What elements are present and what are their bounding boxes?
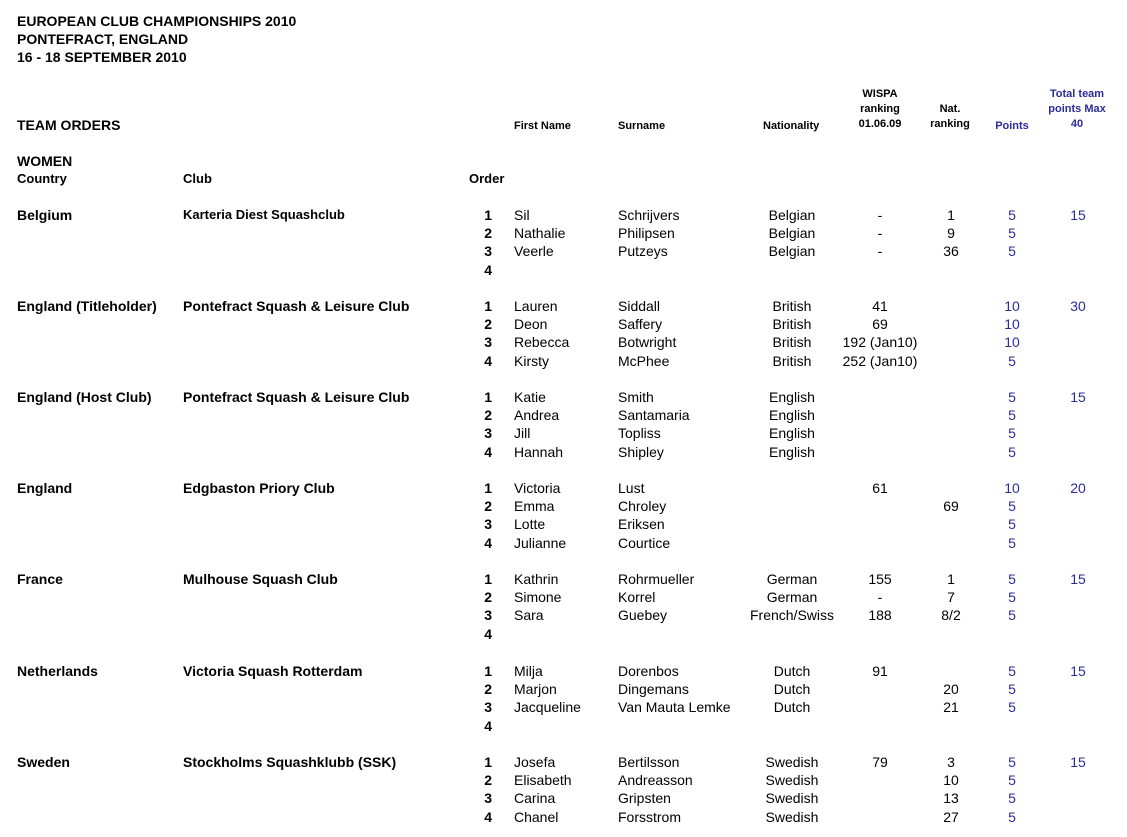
team-country: Belgium <box>17 207 73 223</box>
player-surname: Rohrmueller <box>618 571 695 587</box>
player-order: 3 <box>484 243 492 260</box>
player-first-name: Chanel <box>514 808 559 825</box>
player-order: 2 <box>484 589 492 606</box>
team-club: Mulhouse Squash Club <box>183 571 338 587</box>
player-nationality: English <box>769 389 815 405</box>
player-order: 2 <box>484 681 492 698</box>
player-nationality: Swedish <box>765 808 819 825</box>
player-first-name: Milja <box>514 663 543 679</box>
player-points: 5 <box>1008 498 1016 515</box>
player-nationality: English <box>769 425 815 442</box>
player-first-name: Simone <box>514 589 562 606</box>
player-points: 5 <box>1008 589 1016 606</box>
team-club: Pontefract Squash & Leisure Club <box>183 389 410 405</box>
player-first-name: Hannah <box>514 443 564 460</box>
doc-title-line-2: PONTEFRACT, ENGLAND <box>17 31 189 47</box>
player-points: 5 <box>1008 790 1016 807</box>
team-country: Netherlands <box>17 663 98 679</box>
player-nationality: Swedish <box>765 754 819 770</box>
team-total-points: 15 <box>1070 754 1086 770</box>
category-label: WOMEN <box>17 153 73 169</box>
team-total-points: 15 <box>1070 571 1086 587</box>
player-first-name: Kathrin <box>514 571 559 587</box>
player-order: 2 <box>484 498 492 515</box>
player-first-name: Veerle <box>514 243 554 260</box>
player-order: 4 <box>484 352 492 369</box>
player-order: 3 <box>484 790 492 807</box>
player-first-name: Jacqueline <box>514 699 581 716</box>
player-surname: Philipsen <box>618 225 675 242</box>
col-header-wispa-line-3: 01.06.09 <box>858 118 902 130</box>
player-first-name: Rebecca <box>514 334 570 351</box>
player-surname: Shipley <box>618 443 664 460</box>
player-order: 1 <box>484 571 492 587</box>
doc-title-line-1: EUROPEAN CLUB CHAMPIONSHIPS 2010 <box>17 13 297 29</box>
player-nationality: Swedish <box>765 772 819 789</box>
team-country: France <box>17 571 63 587</box>
player-surname: Dingemans <box>618 681 689 698</box>
player-nat-ranking: 69 <box>943 498 959 515</box>
player-surname: Siddall <box>618 298 661 314</box>
player-points: 5 <box>1008 534 1016 551</box>
team-country: England <box>17 480 73 496</box>
player-nat-ranking: 20 <box>943 681 959 698</box>
player-order: 2 <box>484 225 492 242</box>
player-surname: Guebey <box>618 607 668 624</box>
player-nationality: Dutch <box>773 663 811 679</box>
player-nat-ranking: 3 <box>947 754 955 770</box>
player-first-name: Victoria <box>514 480 561 496</box>
player-surname: Andreasson <box>618 772 693 789</box>
player-order: 3 <box>484 699 492 716</box>
player-surname: Topliss <box>618 425 661 442</box>
player-points: 5 <box>1008 225 1016 242</box>
team-club: Victoria Squash Rotterdam <box>183 663 363 679</box>
player-order: 1 <box>484 754 492 770</box>
col-header-surname: Surname <box>618 120 666 132</box>
player-surname: Courtice <box>618 534 671 551</box>
player-first-name: Lotte <box>514 516 546 533</box>
col-header-nat-line-1: Nat. <box>939 103 961 115</box>
player-points: 10 <box>1004 316 1020 333</box>
player-nat-ranking: 1 <box>947 571 955 587</box>
player-nationality: Dutch <box>773 699 811 716</box>
player-order: 3 <box>484 516 492 533</box>
col-header-points: Points <box>995 120 1029 132</box>
player-wispa-ranking: 61 <box>872 480 888 496</box>
player-points: 10 <box>1004 480 1020 496</box>
player-surname: Van Mauta Lemke <box>618 699 731 716</box>
player-points: 5 <box>1008 243 1016 260</box>
player-first-name: Julianne <box>514 534 567 551</box>
player-nationality: German <box>766 571 818 587</box>
player-nationality: French/Swiss <box>749 607 835 624</box>
player-order: 3 <box>484 334 492 351</box>
player-order: 2 <box>484 316 492 333</box>
subheader-club: Club <box>183 171 212 186</box>
player-points: 5 <box>1008 571 1016 587</box>
player-order: 4 <box>484 534 492 551</box>
player-wispa-ranking: - <box>877 225 883 242</box>
player-wispa-ranking: 252 (Jan10) <box>842 352 918 369</box>
player-order: 4 <box>484 717 492 734</box>
col-header-wispa-line-1: WISPA <box>862 88 898 100</box>
player-surname: Lust <box>618 480 645 496</box>
player-surname: McPhee <box>618 352 670 369</box>
col-header-total-line-2: points Max <box>1048 103 1106 115</box>
player-nationality: British <box>772 352 812 369</box>
player-order: 2 <box>484 772 492 789</box>
player-nationality: Swedish <box>765 790 819 807</box>
player-order: 1 <box>484 207 492 223</box>
player-first-name: Deon <box>514 316 548 333</box>
col-header-nat-ranking <box>925 102 975 132</box>
player-nat-ranking: 27 <box>943 808 959 825</box>
team-club: Stockholms Squashklubb (SSK) <box>183 754 397 770</box>
player-first-name: Elisabeth <box>514 772 572 789</box>
player-nationality: English <box>769 407 815 424</box>
player-nat-ranking: 36 <box>943 243 959 260</box>
player-points: 5 <box>1008 389 1016 405</box>
player-first-name: Lauren <box>514 298 558 314</box>
player-points: 10 <box>1004 334 1020 351</box>
team-total-points: 15 <box>1070 389 1086 405</box>
player-nat-ranking: 21 <box>943 699 959 716</box>
player-wispa-ranking: 69 <box>872 316 888 333</box>
player-points: 5 <box>1008 516 1016 533</box>
col-header-total <box>1037 87 1117 132</box>
player-nat-ranking: 10 <box>943 772 959 789</box>
player-surname: Botwright <box>618 334 677 351</box>
player-surname: Dorenbos <box>618 663 679 679</box>
player-wispa-ranking: 79 <box>872 754 888 770</box>
team-total-points: 15 <box>1070 207 1086 223</box>
player-order: 2 <box>484 407 492 424</box>
player-nationality: Belgian <box>768 243 816 260</box>
player-surname: Santamaria <box>618 407 690 424</box>
team-country: Sweden <box>17 754 70 770</box>
player-first-name: Sara <box>514 607 544 624</box>
player-order: 1 <box>484 663 492 679</box>
col-header-nationality: Nationality <box>763 120 820 132</box>
player-points: 10 <box>1004 298 1020 314</box>
player-first-name: Jill <box>514 425 531 442</box>
player-nationality: Belgian <box>768 207 816 223</box>
subheader-order: Order <box>469 171 505 186</box>
player-points: 5 <box>1008 407 1016 424</box>
player-order: 4 <box>484 625 492 642</box>
player-first-name: Sil <box>514 207 530 223</box>
player-surname: Korrel <box>618 589 656 606</box>
player-nat-ranking: 1 <box>947 207 955 223</box>
team-country: England (Host Club) <box>17 389 152 405</box>
col-header-total-line-1: Total team <box>1049 88 1105 100</box>
player-nat-ranking: 9 <box>947 225 955 242</box>
player-surname: Chroley <box>618 498 667 515</box>
player-wispa-ranking: 155 <box>868 571 892 587</box>
team-total-points: 30 <box>1070 298 1086 314</box>
section-title: TEAM ORDERS <box>17 117 121 133</box>
player-order: 1 <box>484 389 492 405</box>
player-first-name: Emma <box>514 498 555 515</box>
player-nationality: English <box>769 443 815 460</box>
player-nationality: British <box>772 334 812 351</box>
col-header-first-name: First Name <box>514 120 571 132</box>
player-nationality: Dutch <box>773 681 811 698</box>
player-points: 5 <box>1008 352 1016 369</box>
team-club: Karteria Diest Squashclub <box>183 207 345 222</box>
player-points: 5 <box>1008 754 1016 770</box>
team-club: Edgbaston Priory Club <box>183 480 335 496</box>
player-order: 3 <box>484 607 492 624</box>
player-wispa-ranking: 91 <box>872 663 888 679</box>
player-wispa-ranking: 188 <box>868 607 892 624</box>
player-points: 5 <box>1008 772 1016 789</box>
player-points: 5 <box>1008 699 1016 716</box>
player-points: 5 <box>1008 663 1016 679</box>
player-nat-ranking: 8/2 <box>941 607 961 624</box>
player-wispa-ranking: 192 (Jan10) <box>842 334 918 351</box>
player-surname: Schrijvers <box>618 207 680 223</box>
player-first-name: Andrea <box>514 407 560 424</box>
player-order: 4 <box>484 443 492 460</box>
player-order: 4 <box>484 261 492 278</box>
player-surname: Forsstrom <box>618 808 681 825</box>
col-header-wispa-line-2: ranking <box>860 103 900 115</box>
player-points: 5 <box>1008 808 1016 825</box>
player-order: 1 <box>484 298 492 314</box>
player-order: 4 <box>484 808 492 825</box>
player-surname: Putzeys <box>618 243 668 260</box>
team-total-points: 15 <box>1070 663 1086 679</box>
player-points: 5 <box>1008 681 1016 698</box>
team-country: England (Titleholder) <box>17 298 157 314</box>
player-surname: Gripsten <box>618 790 671 807</box>
player-nat-ranking: 7 <box>947 589 955 606</box>
doc-title-line-3: 16 - 18 SEPTEMBER 2010 <box>17 49 187 65</box>
player-nationality: British <box>772 298 812 314</box>
player-wispa-ranking: - <box>877 207 883 223</box>
col-header-total-line-3: 40 <box>1070 118 1084 130</box>
player-nationality: Belgian <box>768 225 816 242</box>
col-header-wispa <box>845 87 915 132</box>
player-first-name: Kirsty <box>514 352 549 369</box>
player-first-name: Josefa <box>514 754 556 770</box>
col-header-nat-line-2: ranking <box>930 118 970 130</box>
team-total-points: 20 <box>1070 480 1086 496</box>
player-first-name: Katie <box>514 389 546 405</box>
player-surname: Saffery <box>618 316 663 333</box>
player-nationality: British <box>772 316 812 333</box>
player-points: 5 <box>1008 207 1016 223</box>
player-points: 5 <box>1008 425 1016 442</box>
player-nationality: German <box>766 589 818 606</box>
player-order: 1 <box>484 480 492 496</box>
player-points: 5 <box>1008 607 1016 624</box>
team-club: Pontefract Squash & Leisure Club <box>183 298 410 314</box>
player-first-name: Marjon <box>514 681 557 698</box>
player-wispa-ranking: 41 <box>872 298 888 314</box>
player-first-name: Carina <box>514 790 556 807</box>
player-order: 3 <box>484 425 492 442</box>
player-wispa-ranking: - <box>877 589 883 606</box>
player-wispa-ranking: - <box>877 243 883 260</box>
player-points: 5 <box>1008 443 1016 460</box>
player-surname: Eriksen <box>618 516 665 533</box>
player-surname: Smith <box>618 389 654 405</box>
player-first-name: Nathalie <box>514 225 566 242</box>
player-surname: Bertilsson <box>618 754 680 770</box>
player-nat-ranking: 13 <box>943 790 959 807</box>
subheader-country: Country <box>17 171 67 186</box>
